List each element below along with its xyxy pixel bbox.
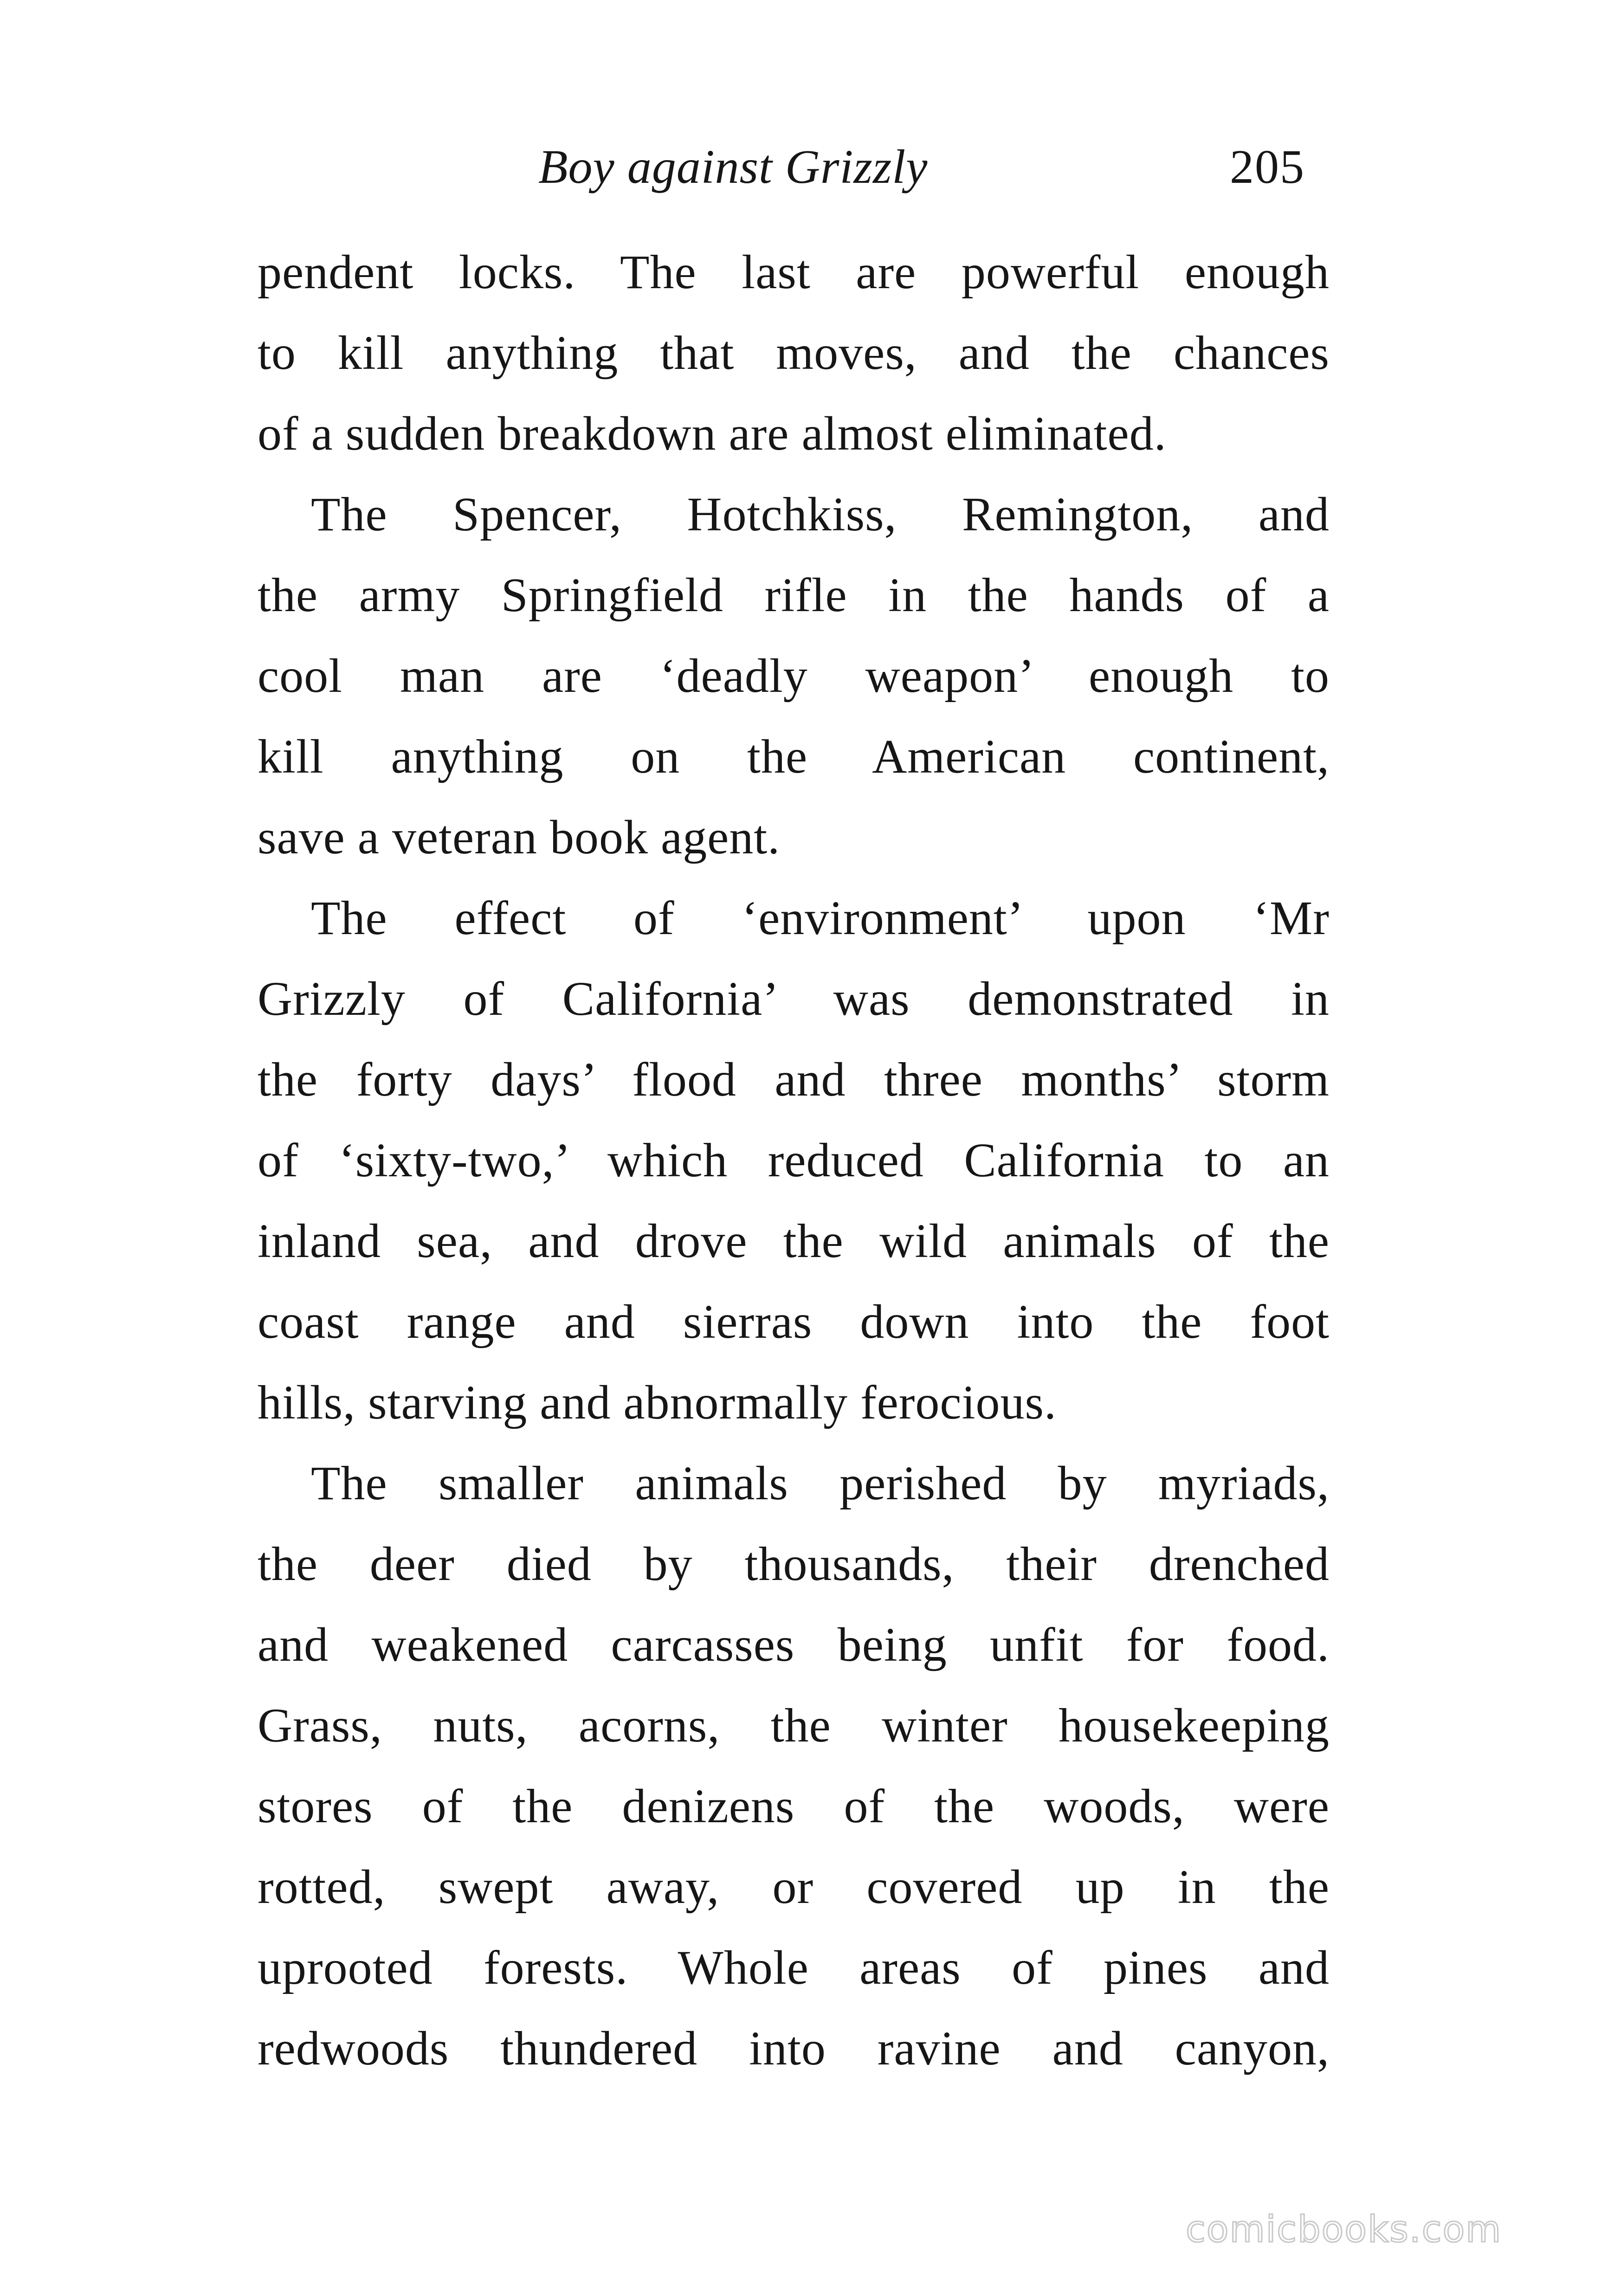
text-line: the army Springfield rifle in the hands of a — [258, 568, 1330, 622]
text-line: the deer died by thousands, their drenched — [258, 1537, 1330, 1591]
page-number: 205 — [1230, 140, 1305, 193]
text-line: Grizzly of California’ was demonstrated in — [258, 972, 1330, 1025]
body-text — [258, 232, 1330, 2089]
text-line: uprooted forests. Whole areas of pines and — [258, 1941, 1330, 1994]
paragraph-start-line: The Spencer, Hotchkiss, Remington, and — [311, 488, 1330, 541]
watermark: comicbooks.com — [1186, 2209, 1502, 2251]
paragraph-start-line: The smaller animals perished by myriads, — [311, 1457, 1330, 1510]
text-line: and weakened carcasses being unfit for food. — [258, 1618, 1330, 1671]
text-line: redwoods thundered into ravine and canyon, — [258, 2022, 1330, 2075]
paragraph-start-line: The effect of ‘environment’ upon ‘Mr — [311, 891, 1330, 945]
text-line: stores of the denizens of the woods, were — [258, 1780, 1330, 1833]
page-header — [0, 135, 1601, 200]
text-line: cool man are ‘deadly weapon’ enough to — [258, 649, 1330, 703]
text-line: inland sea, and drove the wild animals of the — [258, 1214, 1330, 1268]
text-line: pendent locks. The last are powerful enough — [258, 245, 1330, 299]
text-line: of a sudden breakdown are almost eliminated. — [258, 407, 1167, 460]
running-title: Boy against Grizzly — [538, 140, 928, 193]
text-line: hills, starving and abnormally ferocious. — [258, 1376, 1057, 1429]
text-line: kill anything on the American continent, — [258, 730, 1330, 783]
text-line: to kill anything that moves, and the chances — [258, 326, 1330, 380]
text-line: rotted, swept away, or covered up in the — [258, 1860, 1330, 1914]
text-line: Grass, nuts, acorns, the winter housekeeping — [258, 1699, 1330, 1752]
text-line: the forty days’ flood and three months’ storm — [258, 1053, 1330, 1106]
text-line: coast range and sierras down into the foot — [258, 1295, 1330, 1348]
text-line: of ‘sixty-two,’ which reduced California to an — [258, 1134, 1330, 1187]
text-line: save a veteran book agent. — [258, 811, 781, 864]
